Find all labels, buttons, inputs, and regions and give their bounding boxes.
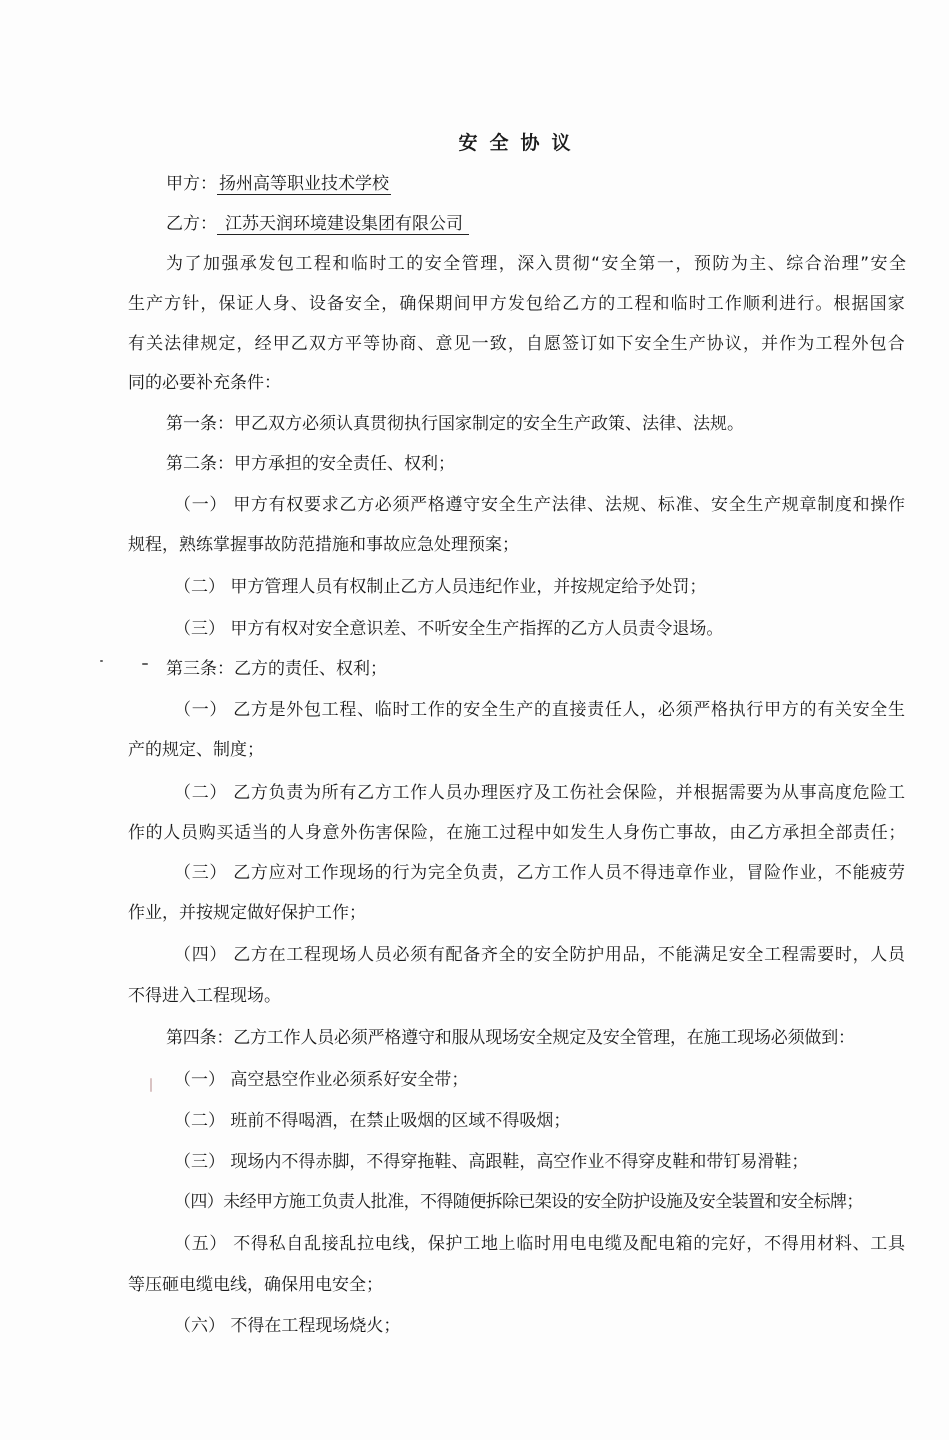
article-4-item-5-line-2: 等压砸电缆电线，确保用电安全； — [128, 1275, 383, 1295]
scan-speck — [150, 1078, 152, 1092]
document-title: 安全协议 — [458, 132, 583, 154]
article-4-item-3: （三） 现场内不得赤脚，不得穿拖鞋、高跟鞋，高空作业不得穿皮鞋和带钉易滑鞋； — [174, 1152, 809, 1172]
article-2-item-2: （二） 甲方管理人员有权制止乙方人员违纪作业，并按规定给予处罚； — [174, 577, 707, 597]
party-b-label: 乙方： — [166, 214, 217, 234]
intro-line-3: 有关法律规定，经甲乙双方平等协商、意见一致，自愿签订如下安全生产协议，并作为工程外包合 — [128, 334, 905, 354]
intro-line-2: 生产方针，保证人身、设备安全，确保期间甲方发包给乙方的工程和临时工作顺利进行。根据国家 — [128, 294, 905, 314]
article-3-heading: 第三条：乙方的责任、权利； — [166, 659, 387, 679]
party-b-value: 江苏天润环境建设集团有限公司 — [217, 214, 469, 235]
party-a-label: 甲方： — [166, 174, 217, 194]
scan-speck — [142, 663, 148, 665]
article-3-item-1-line-1: （一） 乙方是外包工程、临时工作的安全生产的直接责任人，必须严格执行甲方的有关安全生 — [174, 700, 905, 720]
article-1: 第一条：甲乙双方必须认真贯彻执行国家制定的安全生产政策、法律、法规。 — [166, 414, 744, 434]
article-4-item-2: （二） 班前不得喝酒，在禁止吸烟的区域不得吸烟； — [174, 1111, 571, 1131]
article-2-item-3: （三） 甲方有权对安全意识差、不听安全生产指挥的乙方人员责令退场。 — [174, 619, 724, 639]
article-3-item-4-line-2: 不得进入工程现场。 — [128, 986, 281, 1006]
article-3-item-3-line-1: （三） 乙方应对工作现场的行为完全负责，乙方工作人员不得违章作业，冒险作业，不能疲劳 — [174, 863, 905, 883]
article-2-heading: 第二条：甲方承担的安全责任、权利； — [166, 454, 455, 474]
article-4-heading: 第四条：乙方工作人员必须严格遵守和服从现场安全规定及安全管理，在施工现场必须做到： — [166, 1028, 855, 1048]
article-3-item-4-line-1: （四） 乙方在工程现场人员必须有配备齐全的安全防护用品，不能满足安全工程需要时，人员 — [174, 945, 905, 965]
scan-speck — [100, 660, 103, 662]
article-4-item-1: （一） 高空悬空作业必须系好安全带； — [174, 1070, 469, 1090]
article-3-item-1-line-2: 产的规定、制度； — [128, 740, 264, 760]
article-4-item-6: （六） 不得在工程现场烧火； — [174, 1316, 401, 1336]
article-2-item-1-line-1: （一） 甲方有权要求乙方必须严格遵守安全生产法律、法规、标准、安全生产规章制度和操作 — [174, 495, 905, 515]
party-b-line — [166, 213, 469, 235]
intro-line-1: 为了加强承发包工程和临时工的安全管理，深入贯彻“安全第一，预防为主、综合治理”安全 — [166, 254, 906, 274]
article-3-item-2-line-1: （二） 乙方负责为所有乙方工作人员办理医疗及工伤社会保险，并根据需要为从事高度危险工 — [174, 783, 905, 803]
article-3-item-3-line-2: 作业，并按规定做好保护工作； — [128, 903, 366, 923]
intro-line-4: 同的必要补充条件： — [128, 373, 281, 393]
article-4-item-4: （四）未经甲方施工负责人批准，不得随便拆除已架设的安全防护设施及安全装置和安全标牌； — [174, 1192, 863, 1212]
party-a-value: 扬州高等职业技术学校 — [219, 174, 389, 194]
article-4-item-5-line-1: （五） 不得私自乱接乱拉电线，保护工地上临时用电电缆及配电箱的完好，不得用材料、工具 — [174, 1234, 905, 1254]
article-2-item-1-line-2: 规程，熟练掌握事故防范措施和事故应急处理预案； — [128, 535, 519, 555]
party-a-line — [166, 173, 391, 195]
article-3-item-2-line-2: 作的人员购买适当的人身意外伤害保险，在施工过程中如发生人身伤亡事故，由乙方承担全部责任； — [128, 823, 905, 843]
